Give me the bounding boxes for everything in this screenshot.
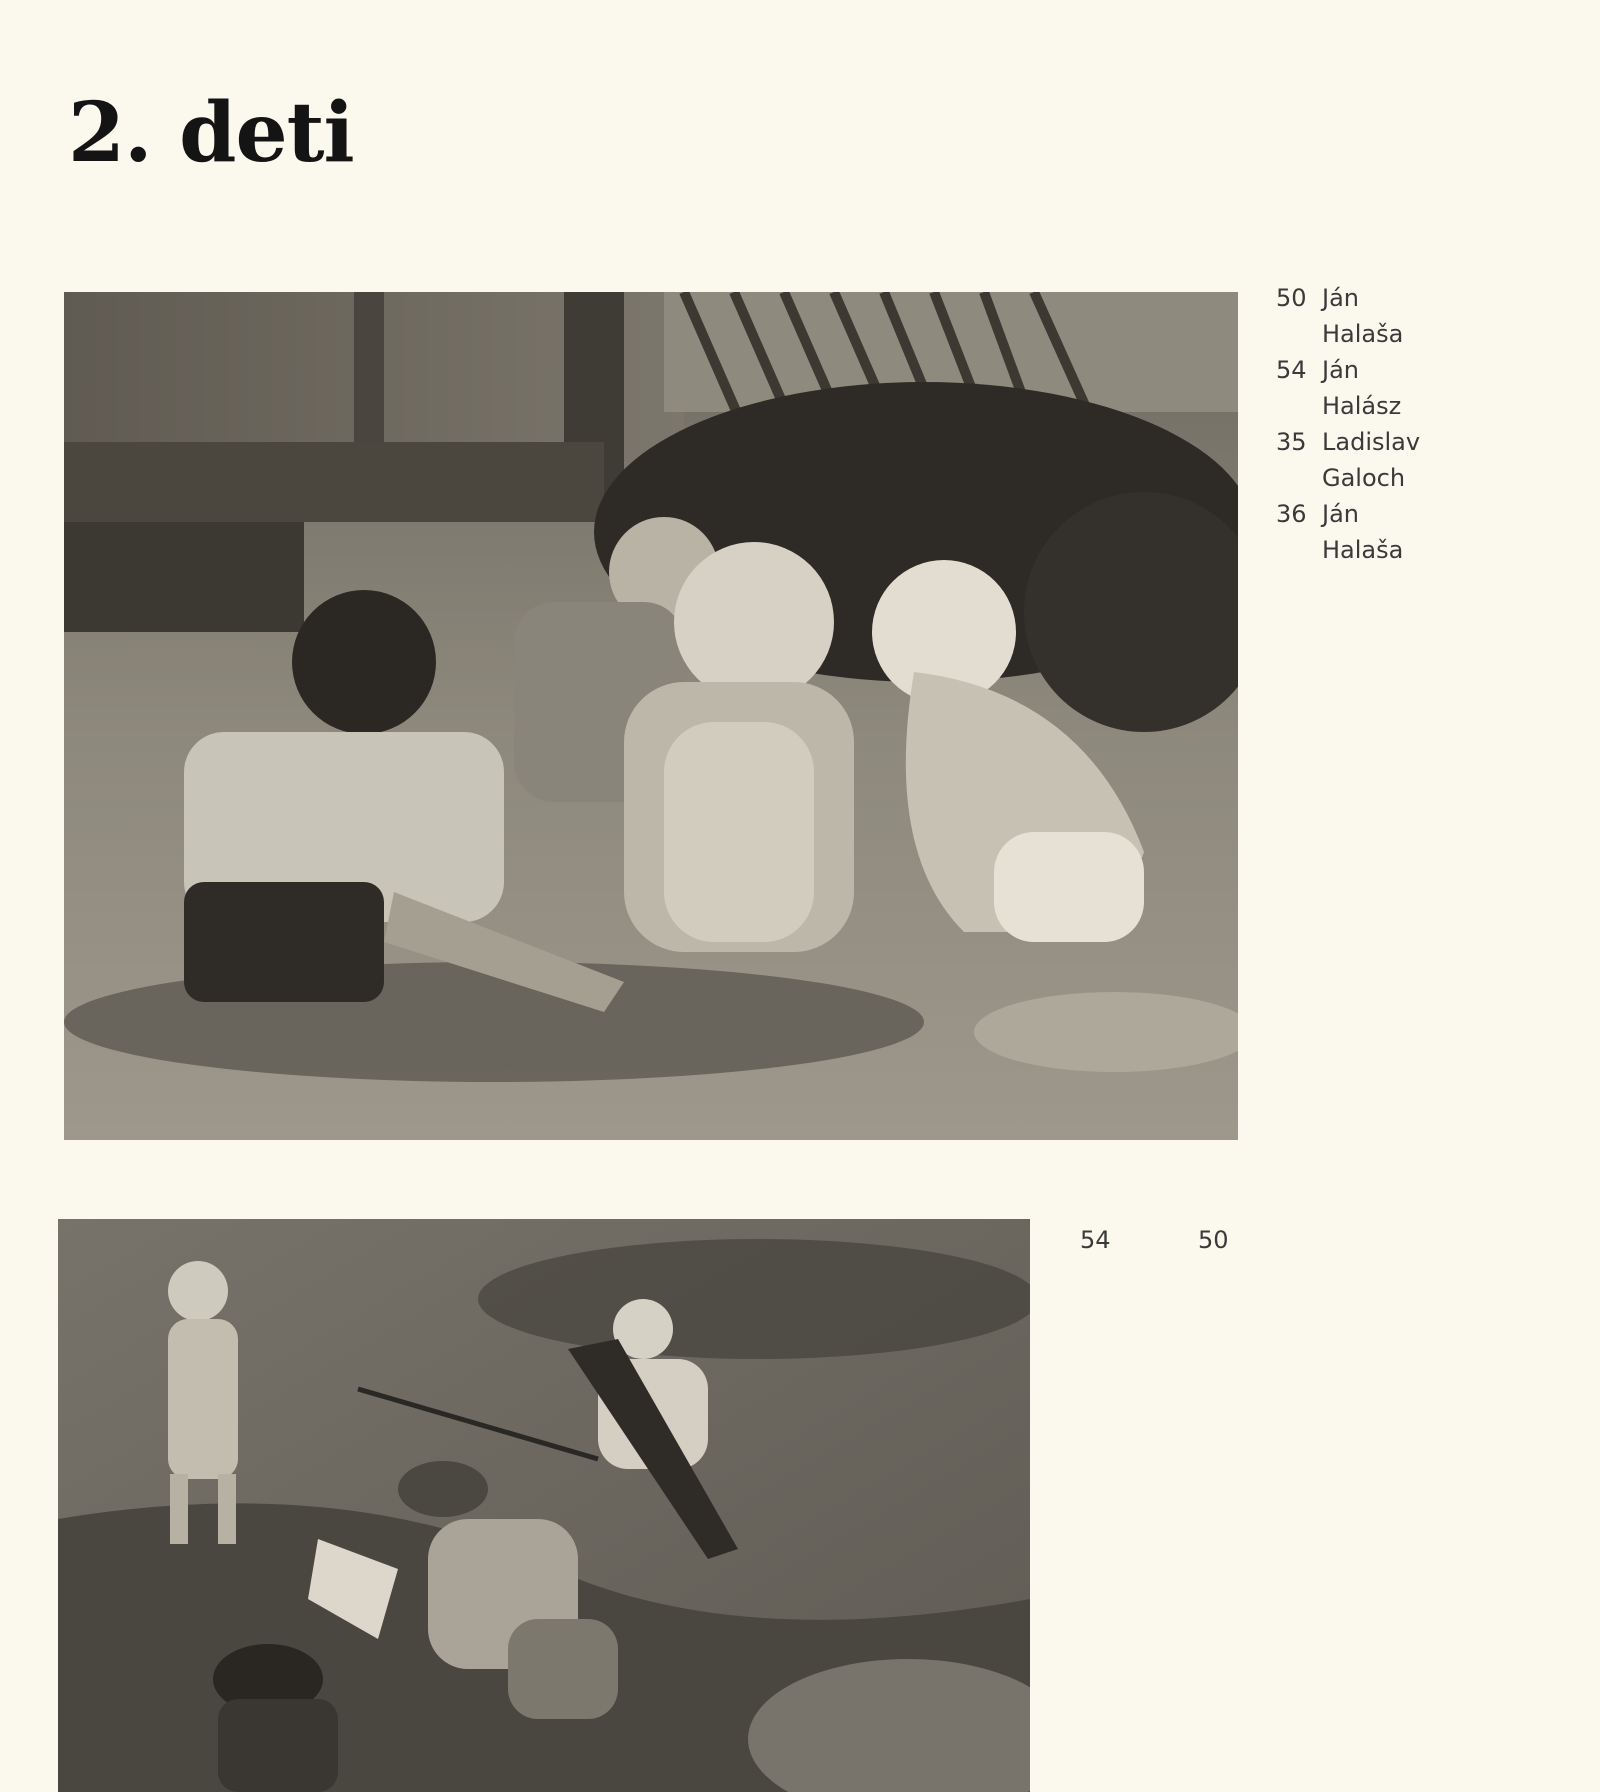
credit-last-name: Halaša xyxy=(1322,320,1404,348)
credit-number: 54 xyxy=(1276,356,1307,384)
credit-entry xyxy=(1276,496,1476,568)
credit-first-name: Ján xyxy=(1322,500,1359,528)
credit-entry xyxy=(1276,280,1476,352)
credit-number: 36 xyxy=(1276,500,1307,528)
photo-ref-number: 54 xyxy=(1080,1226,1111,1254)
photo-credits xyxy=(1276,280,1476,568)
credit-number: 50 xyxy=(1276,284,1307,312)
credit-first-name: Ján xyxy=(1322,284,1359,312)
credit-last-name: Halász xyxy=(1322,392,1402,420)
credit-entry xyxy=(1276,424,1476,496)
credit-entry xyxy=(1276,352,1476,424)
credit-last-name: Halaša xyxy=(1322,536,1404,564)
photo-children-playing-in-yard xyxy=(64,292,1238,1140)
page-title: 2. deti xyxy=(68,85,354,181)
credit-number: 35 xyxy=(1276,428,1307,456)
credit-last-name: Galoch xyxy=(1322,464,1406,492)
photo-children-at-puddle xyxy=(58,1219,1030,1792)
photo-ref-number: 50 xyxy=(1198,1226,1229,1254)
credit-first-name: Ladislav xyxy=(1322,428,1421,456)
credit-first-name: Ján xyxy=(1322,356,1359,384)
